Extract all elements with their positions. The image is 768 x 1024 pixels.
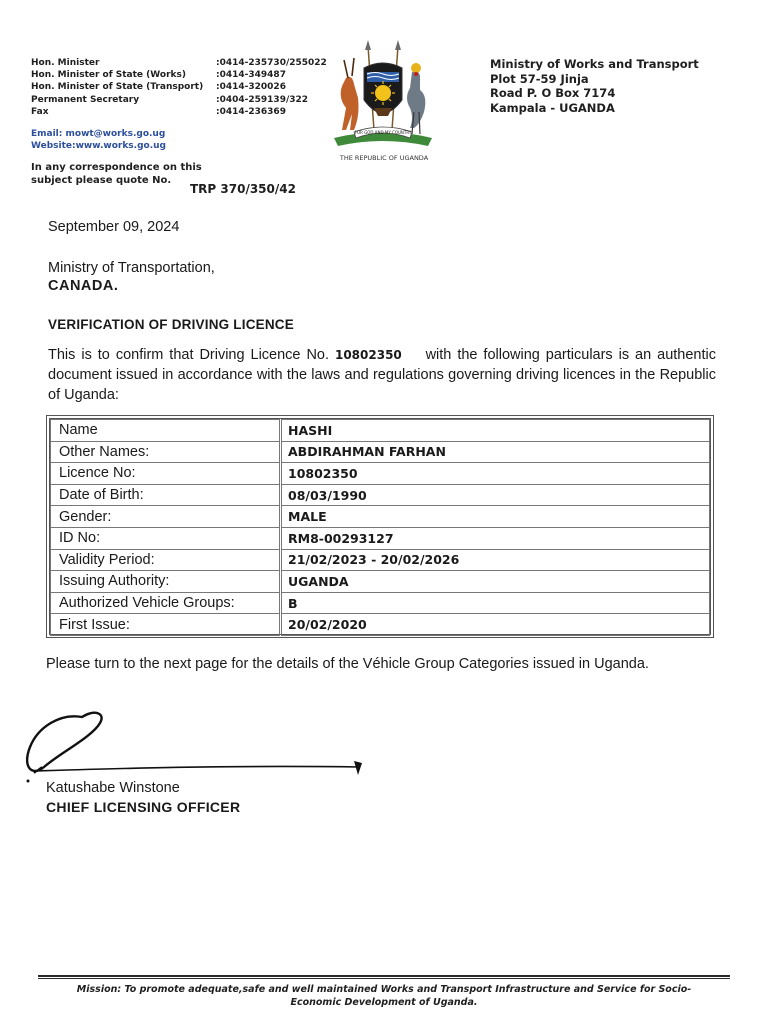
ministry-line: Ministry of Works and Transport bbox=[490, 57, 699, 71]
recipient bbox=[48, 259, 215, 295]
motto-text: FOR GOD AND MY COUNTRY bbox=[354, 130, 412, 135]
particular-label: Validity Period: bbox=[51, 549, 281, 571]
particular-label: Gender: bbox=[51, 506, 281, 528]
official-title: Hon. Minister bbox=[31, 58, 100, 68]
phone-number: :0414-235730/255022 bbox=[216, 58, 327, 68]
footer-divider bbox=[38, 975, 730, 977]
mission-statement bbox=[60, 983, 708, 1009]
particular-value: HASHI bbox=[281, 420, 710, 442]
footer-divider bbox=[38, 978, 730, 979]
particular-label: First Issue: bbox=[51, 614, 281, 636]
quote-instruction bbox=[31, 162, 202, 187]
ministry-line: Plot 57-59 Jinja bbox=[490, 71, 589, 86]
table-row bbox=[51, 614, 710, 636]
ministry-line: Road P. O Box 7174 bbox=[490, 86, 616, 100]
letter-date: September 09, 2024 bbox=[48, 219, 180, 235]
coat-caption: THE REPUBLIC OF UGANDA bbox=[339, 154, 429, 162]
phone-number: :0404-259139/322 bbox=[216, 94, 309, 105]
signature-icon bbox=[20, 705, 370, 790]
subject-line: VERIFICATION OF DRIVING LICENCE bbox=[48, 317, 294, 332]
particular-label: Issuing Authority: bbox=[51, 571, 281, 593]
table-row bbox=[51, 484, 710, 506]
quote-line: In any correspondence on this bbox=[31, 162, 202, 173]
recipient-country: CANADA. bbox=[48, 278, 119, 294]
particulars-table bbox=[46, 415, 714, 638]
phone-number: :0414-236369 bbox=[216, 106, 286, 117]
reference-number: TRP 370/350/42 bbox=[190, 182, 296, 196]
phone-list bbox=[216, 57, 330, 118]
particular-value: 10802350 bbox=[281, 463, 710, 485]
particular-value: B bbox=[281, 592, 710, 614]
contact-info bbox=[31, 129, 166, 152]
table-row bbox=[51, 571, 710, 593]
particular-label: Name bbox=[51, 420, 281, 442]
official-title: Hon. Minister of State (Works) bbox=[31, 70, 186, 81]
particular-value: UGANDA bbox=[281, 571, 710, 593]
signer-title: CHIEF LICENSING OFFICER bbox=[46, 799, 241, 815]
table-row bbox=[51, 506, 710, 528]
confirmation-paragraph bbox=[48, 345, 716, 405]
particular-value: 08/03/1990 bbox=[281, 484, 710, 506]
table-row bbox=[51, 441, 710, 463]
ministry-line: Kampala - UGANDA bbox=[490, 100, 615, 115]
particular-value: ABDIRAHMAN FARHAN bbox=[281, 441, 710, 463]
table-row bbox=[51, 463, 710, 485]
recipient-line: Ministry of Transportation, bbox=[48, 260, 215, 276]
table-row bbox=[51, 592, 710, 614]
table-row bbox=[51, 420, 710, 442]
particular-value: MALE bbox=[281, 506, 710, 528]
phone-number: :0414-349487 bbox=[216, 70, 286, 81]
para-text: This is to confirm that Driving Licence No. bbox=[48, 347, 330, 363]
website-line[interactable]: Website:www.works.go.ug bbox=[31, 140, 166, 151]
signer-name: Katushabe Winstone bbox=[46, 780, 180, 796]
particular-label: Authorized Vehicle Groups: bbox=[51, 592, 281, 614]
table-row bbox=[51, 549, 710, 571]
quote-line: subject please quote No. bbox=[31, 174, 172, 186]
particular-label: Other Names: bbox=[51, 441, 281, 463]
officials-list bbox=[31, 57, 203, 118]
email-line[interactable]: Email: mowt@works.go.ug bbox=[31, 129, 166, 139]
particular-label: Date of Birth: bbox=[51, 484, 281, 506]
official-title: Permanent Secretary bbox=[31, 94, 140, 105]
mission-text: To promote adequate,safe and well maintained Works and Transport Infrastructure and Service for Socio-Economic Development of Uganda. bbox=[124, 984, 692, 1008]
coat-of-arms-icon bbox=[324, 38, 442, 154]
para-text: with the following particulars is an authentic document issued in accordance with the laws and regulations governing driving licences in the Republic of Uganda: bbox=[48, 347, 716, 403]
licence-number-inline: 10802350 bbox=[334, 348, 402, 362]
phone-number: :0414-320026 bbox=[216, 82, 286, 93]
official-title: Fax bbox=[31, 106, 49, 117]
table-row bbox=[51, 527, 710, 549]
next-page-paragraph: Please turn to the next page for the details of the Véhicle Group Categories issued in Uganda. bbox=[46, 656, 649, 672]
particular-value: 21/02/2023 - 20/02/2026 bbox=[281, 549, 710, 571]
mission-label: Mission: bbox=[76, 984, 122, 995]
particular-label: ID No: bbox=[51, 527, 281, 549]
particular-label: Licence No: bbox=[51, 463, 281, 485]
particular-value: 20/02/2020 bbox=[281, 614, 710, 636]
ministry-address bbox=[490, 57, 699, 115]
official-title: Hon. Minister of State (Transport) bbox=[31, 82, 204, 93]
particular-value: RM8-00293127 bbox=[281, 527, 710, 549]
